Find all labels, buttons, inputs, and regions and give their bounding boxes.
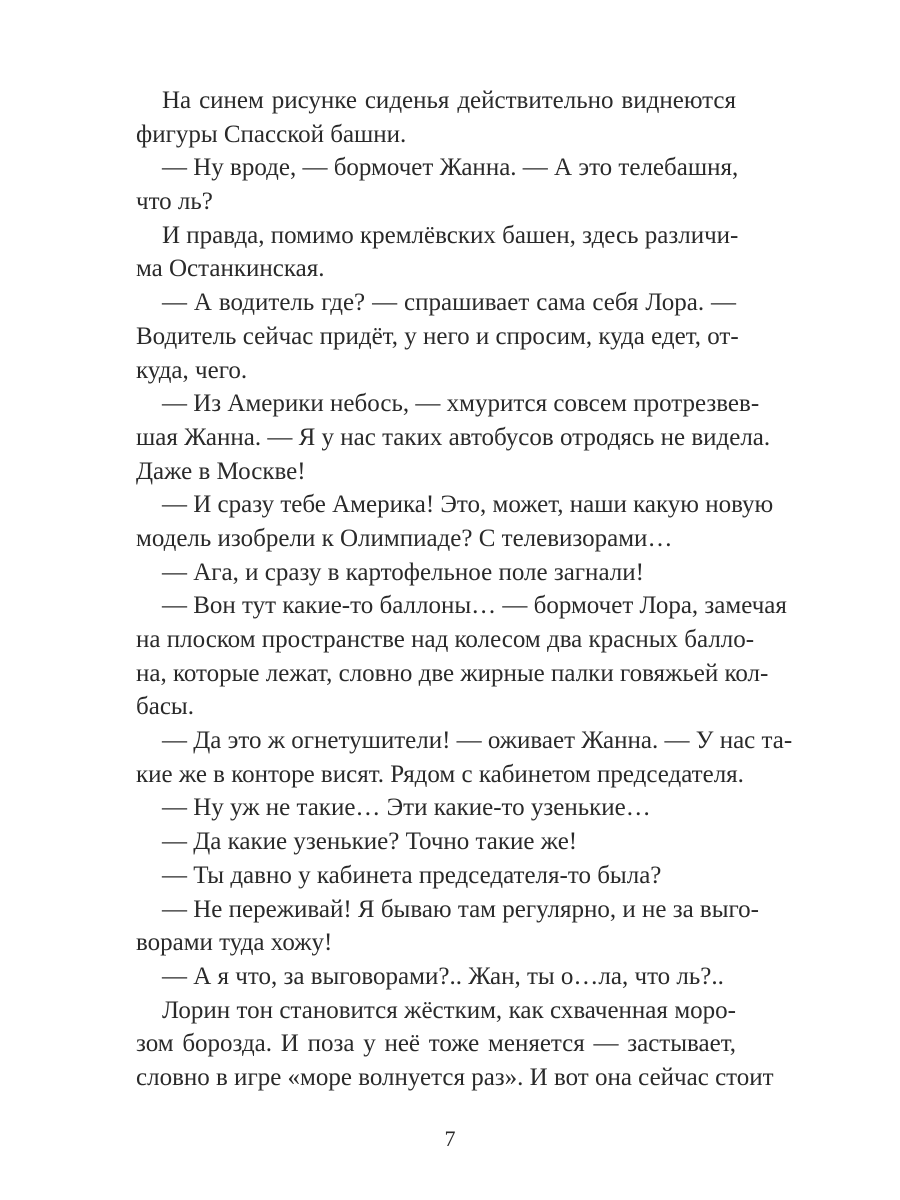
text-line: На синем рисунке сиденья действительно виднеются (162, 87, 736, 114)
body-text (136, 84, 793, 1095)
text-line: — И сразу тебе Америка! Это, может, наши какую новую (162, 491, 774, 519)
text-line: — Ну вроде, — бормочет Жанна. — А это телебашня, (162, 154, 739, 182)
text-line: ма Останкинская. (136, 255, 325, 283)
text-line: басы. (136, 693, 194, 721)
text-line: модель изобрели к Олимпиаде? С телевизорами… (136, 524, 673, 552)
text-line: что ль? (136, 188, 213, 216)
text-line: — Из Америки небось, — хмурится совсем протрезвев- (162, 390, 760, 418)
text-line: куда, чего. (136, 356, 248, 384)
text-line: Водитель сейчас придёт, у него и спросим, куда едет, от- (136, 322, 739, 350)
text-line: Даже в Москве! (136, 457, 306, 485)
text-line: И правда, помимо кремлёвских башен, здесь различи- (162, 221, 739, 249)
text-line: фигуры Спасской башни. (136, 120, 407, 148)
text-line: — Не переживай! Я бываю там регулярно, и не за выго- (162, 895, 759, 923)
text-line: на плоском пространстве над колесом два красных балло- (136, 626, 755, 653)
text-line: — А я что, за выговорами?.. Жан, ты о…ла, что ль?.. (162, 962, 724, 990)
text-line: шая Жанна. — Я у нас таких автобусов отродясь не видела. (136, 423, 771, 451)
text-line: — А водитель где? — спрашивает сама себя Лора. — (162, 289, 736, 317)
text-line: Лорин тон становится жёстким, как схваченная моро- (162, 996, 736, 1024)
page-number: 7 (444, 1126, 456, 1151)
text-line: зом борозда. И поза у неё тоже меняется — застывает, (136, 1030, 736, 1058)
text-line: — Да какие узенькие? Точно такие же! (162, 828, 578, 856)
text-line: — Ну уж не такие… Эти какие-то узенькие… (162, 794, 651, 822)
text-line: — Да это ж огнетушители! — оживает Жанна. — У нас та- (162, 727, 793, 755)
text-line: кие же в конторе висят. Рядом с кабинетом председателя. (136, 760, 744, 788)
text-line: — Ты давно у кабинета председателя-то была? (162, 861, 662, 889)
text-line: ворами туда хожу! (136, 929, 333, 957)
text-line: на, которые лежат, словно две жирные палки говяжьей кол- (136, 659, 769, 687)
text-line: словно в игре «море волнуется раз». И вот она сейчас стоит (136, 1063, 774, 1091)
text-line: — Вон тут какие-то баллоны… — бормочет Лора, замечая (162, 592, 787, 620)
text-line: — Ага, и сразу в картофельное поле загнали! (162, 558, 644, 586)
